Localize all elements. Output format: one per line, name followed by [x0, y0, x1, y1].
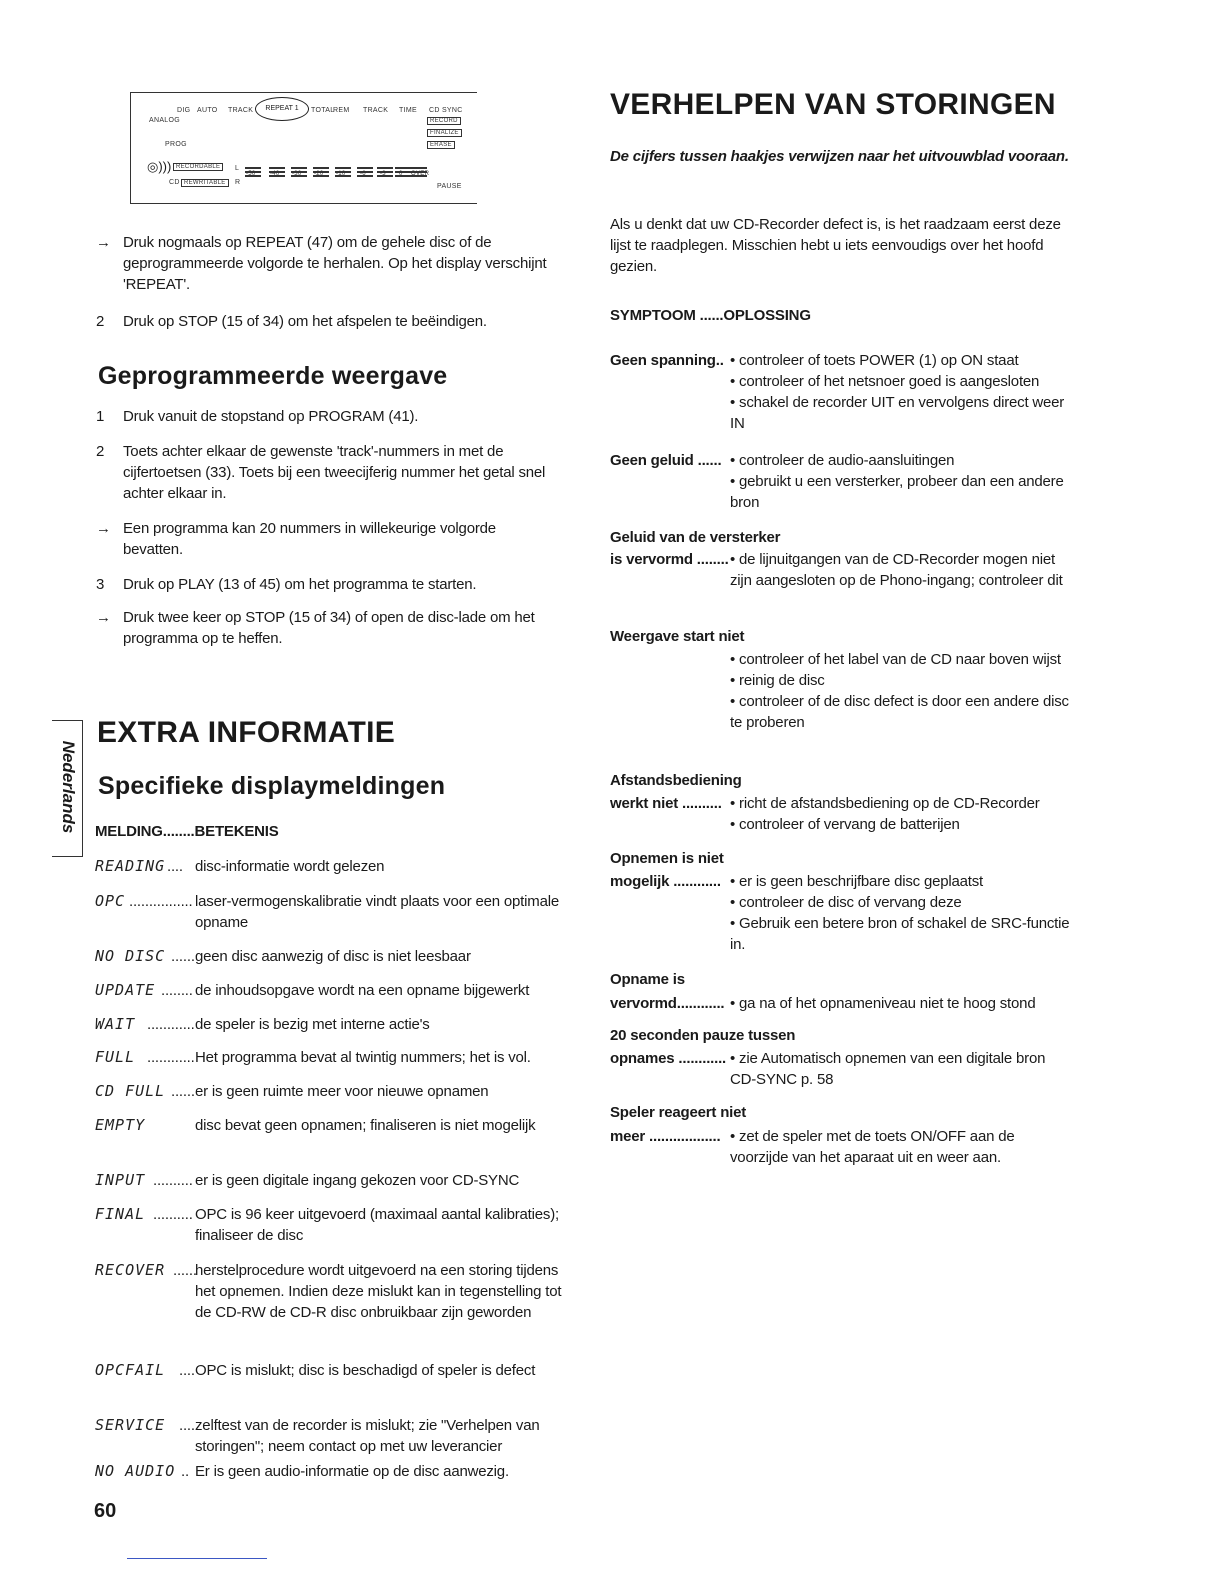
- solution-item: • controleer of het label van de CD naar boven wijst: [730, 651, 1061, 668]
- leader-dots: ..: [181, 1463, 189, 1480]
- section-heading-programmed-playback: Geprogrammeerde weergave: [98, 362, 448, 390]
- message-meaning: er is geen ruimte meer voor nieuwe opnamen: [195, 1083, 489, 1100]
- table-row: [95, 891, 565, 933]
- table-row: [95, 1014, 565, 1035]
- message-code: OPC: [95, 892, 126, 910]
- solution-item: • de lijnuitgangen van de CD-Recorder mogen niet zijn aangesloten op de Phono-ingang; controleer dit: [730, 551, 1063, 589]
- solution-item: • controleer of de disc defect is door een andere disc te proberen: [730, 693, 1069, 731]
- symptom-label-cont: is vervormd ........: [610, 551, 729, 568]
- meter-scale-label: -10: [336, 171, 346, 177]
- table-row: [95, 1081, 565, 1102]
- step-number: 1: [96, 408, 105, 425]
- meter-scale-label: -50: [246, 171, 256, 177]
- table-row: [95, 980, 565, 1001]
- display-label-cdsync: CD SYNC: [429, 107, 463, 114]
- solution-list: [730, 450, 1070, 513]
- solution-item: • reinig de disc: [730, 672, 825, 689]
- section-heading-troubleshooting: VERHELPEN VAN STORINGEN: [610, 88, 1056, 121]
- display-label-analog: ANALOG: [149, 117, 180, 124]
- symptom-label: Speler reageert niet: [610, 1104, 747, 1121]
- step-text: Druk nogmaals op REPEAT (47) om de gehele disc of de geprogrammeerde volgorde te herhalen. Op het display verschijnt 'REPEAT'.: [123, 234, 547, 293]
- table-row: [95, 946, 565, 967]
- solution-list: [730, 549, 1070, 591]
- display-box-record: RECORD: [427, 117, 461, 125]
- leader-dots: ....: [179, 1417, 195, 1434]
- repeat-indicator-oval: REPEAT 1: [255, 97, 309, 121]
- message-code: SERVICE: [95, 1416, 166, 1434]
- side-tab-label: Nederlands: [59, 740, 78, 834]
- step-text: Druk vanuit de stopstand op PROGRAM (41).: [123, 408, 419, 425]
- solution-list: [730, 350, 1070, 434]
- message-meaning: de speler is bezig met interne actie's: [195, 1016, 430, 1033]
- leader-dots: ....: [179, 1362, 195, 1379]
- message-code: NO DISC: [95, 947, 166, 965]
- table-row: [95, 1115, 565, 1136]
- list-item: [96, 607, 556, 649]
- section-heading-extra-info: EXTRA INFORMATIE: [97, 716, 396, 749]
- meter-label-l: L: [235, 165, 240, 172]
- symptom-label: Opname is: [610, 971, 685, 988]
- solution-item: • controleer of het netsnoer goed is aangesloten: [730, 373, 1040, 390]
- display-label-time: TIME: [399, 107, 417, 114]
- message-meaning: OPC is mislukt; disc is beschadigd of speler is defect: [195, 1362, 536, 1379]
- list-item: [96, 232, 556, 295]
- table-row: [95, 1047, 565, 1068]
- note-text: De cijfers tussen haakjes verwijzen naar het uitvouwblad vooraan.: [610, 148, 1069, 165]
- step-text: Een programma kan 20 nummers in willekeurige volgorde bevatten.: [123, 520, 496, 558]
- solution-list: [730, 1126, 1070, 1168]
- solution-item: • gebruikt u een versterker, probeer dan een andere bron: [730, 473, 1064, 511]
- message-code: EMPTY: [95, 1116, 146, 1134]
- meter-scale-label: -6: [360, 171, 366, 177]
- display-label-track-2: TRACK: [363, 107, 389, 114]
- display-label-auto: AUTO: [197, 107, 218, 114]
- symptom-label-cont: werkt niet ..........: [610, 795, 722, 812]
- meter-scale-label: -20: [314, 171, 324, 177]
- solution-item: • zet de speler met de toets ON/OFF aan de voorzijde van het aparaat uit en weer aan.: [730, 1128, 1015, 1166]
- table-row: [95, 1204, 565, 1246]
- meter-label-r: R: [235, 179, 241, 186]
- leader-dots: ....: [167, 858, 183, 875]
- message-meaning: de inhoudsopgave wordt na een opname bijgewerkt: [195, 982, 530, 999]
- symptom-label-cont: vervormd............: [610, 995, 725, 1012]
- message-code: INPUT: [95, 1171, 146, 1189]
- display-label-cd: CD: [169, 179, 180, 186]
- message-meaning: geen disc aanwezig of disc is niet leesbaar: [195, 948, 471, 965]
- disc-signal-icon: ◎))): [147, 159, 172, 174]
- message-meaning: er is geen digitale ingang gekozen voor CD-SYNC: [195, 1172, 520, 1189]
- step-text: Druk twee keer op STOP (15 of 34) of open de disc-lade om het programma op te heffen.: [123, 609, 535, 647]
- list-item: [96, 311, 556, 332]
- message-meaning: OPC is 96 keer uitgevoerd (maximaal aantal kalibraties); finaliseer de disc: [195, 1206, 559, 1244]
- section-heading-display-messages: Specifieke displaymeldingen: [98, 772, 446, 800]
- message-code: OPCFAIL: [95, 1361, 166, 1379]
- message-code: RECOVER: [95, 1261, 166, 1279]
- message-code: WAIT: [95, 1015, 136, 1033]
- meter-scale-label: OVER: [411, 171, 430, 177]
- message-meaning: Er is geen audio-informatie op de disc aanwezig.: [195, 1463, 509, 1480]
- display-label-dig: DIG: [177, 107, 191, 114]
- solution-item: • zie Automatisch opnemen van een digitale bron CD-SYNC p. 58: [730, 1050, 1046, 1088]
- message-meaning: zelftest van de recorder is mislukt; zie "Verhelpen van storingen"; neem contact op met uw leverancier: [195, 1417, 540, 1455]
- step-number: 2: [96, 443, 105, 460]
- table-header: MELDING........BETEKENIS: [95, 823, 279, 840]
- message-code: CD FULL: [95, 1082, 166, 1100]
- message-code: UPDATE: [95, 981, 156, 999]
- meter-scale-label: -30: [292, 171, 302, 177]
- message-meaning: disc bevat geen opnamen; finaliseren is niet mogelijk: [195, 1117, 536, 1134]
- message-meaning: Het programma bevat al twintig nummers; het is vol.: [195, 1049, 531, 1066]
- symptom-label: Geen geluid ......: [610, 452, 722, 469]
- table-row: [95, 1461, 565, 1482]
- page-number: 60: [94, 1500, 117, 1522]
- leader-dots: ......: [173, 1262, 197, 1279]
- display-box-erase: ERASE: [427, 141, 455, 149]
- solution-list: [730, 993, 1070, 1014]
- leader-dots: ......: [171, 1083, 195, 1100]
- display-label-rem: REM: [333, 107, 350, 114]
- leader-dots: ......: [171, 948, 195, 965]
- symptom-label: Geluid van de versterker: [610, 529, 781, 546]
- display-label-track: TRACK: [228, 107, 254, 114]
- table-row: [95, 1360, 565, 1381]
- arrow-icon: →: [96, 234, 111, 251]
- table-row: [95, 1415, 565, 1457]
- message-meaning: disc-informatie wordt gelezen: [195, 858, 385, 875]
- step-text: Druk op STOP (15 of 34) om het afspelen te beëindigen.: [123, 313, 487, 330]
- solution-list: [730, 793, 1070, 835]
- display-box-rewritable: REWRITABLE: [181, 179, 229, 187]
- footer-rule: [127, 1558, 267, 1559]
- symptom-label-cont: opnames ............: [610, 1050, 727, 1067]
- arrow-icon: →: [96, 609, 111, 626]
- message-meaning: herstelprocedure wordt uitgevoerd na een storing tijdens het opnemen. Indien deze mislukt kan in tegenstelling tot de CD-RW de CD-R disc onbruikbaar zijn geworden: [195, 1262, 562, 1321]
- symptom-label: 20 seconden pauze tussen: [610, 1027, 796, 1044]
- display-box-finalize: FINALIZE: [427, 129, 462, 137]
- display-label-total: TOTAL: [311, 107, 335, 114]
- symptom-label: Weergave start niet: [610, 628, 745, 645]
- leader-dots: ............: [147, 1016, 195, 1033]
- leader-dots: ..........: [153, 1206, 193, 1223]
- solution-item: • schakel de recorder UIT en vervolgens direct weer IN: [730, 394, 1065, 432]
- symptom-label: Geen spanning..: [610, 352, 724, 369]
- step-number: 3: [96, 576, 105, 593]
- symptom-label: Opnemen is niet: [610, 850, 724, 867]
- symptom-label-cont: meer ..................: [610, 1128, 721, 1145]
- arrow-icon: →: [96, 520, 111, 537]
- list-item: [96, 518, 556, 560]
- message-code: FULL: [95, 1048, 136, 1066]
- language-side-tab: [52, 720, 83, 857]
- solution-list: [730, 649, 1070, 733]
- table-row: [95, 856, 565, 877]
- message-code: READING: [95, 857, 166, 875]
- display-label-prog: PROG: [165, 141, 187, 148]
- table-header: SYMPTOOM ......OPLOSSING: [610, 307, 811, 324]
- list-item: [96, 574, 556, 595]
- solution-item: • controleer of toets POWER (1) op ON staat: [730, 352, 1019, 369]
- message-code: NO AUDIO: [95, 1462, 176, 1480]
- leader-dots: ............: [147, 1049, 195, 1066]
- meter-scale-label: 0: [399, 171, 403, 177]
- message-meaning: laser-vermogenskalibratie vindt plaats voor een optimale opname: [195, 893, 559, 931]
- step-text: Druk op PLAY (13 of 45) om het programma te starten.: [123, 576, 477, 593]
- solution-item: • controleer de audio-aansluitingen: [730, 452, 955, 469]
- table-row: [95, 1170, 565, 1191]
- display-label-pause: PAUSE: [437, 183, 462, 190]
- list-item: [96, 441, 556, 504]
- symptom-label-cont: mogelijk ............: [610, 873, 721, 890]
- symptom-label: Afstandsbediening: [610, 772, 742, 789]
- message-code: FINAL: [95, 1205, 146, 1223]
- solution-item: • controleer of vervang de batterijen: [730, 816, 960, 833]
- solution-item: • ga na of het opnameniveau niet te hoog stond: [730, 995, 1036, 1012]
- intro-text: Als u denkt dat uw CD-Recorder defect is, is het raadzaam eerst deze lijst te raadplegen. Misschien hebt u iets eenvoudigs over het hoofd gezien.: [610, 216, 1061, 275]
- step-number: 2: [96, 313, 105, 330]
- meter-scale-label: -3: [380, 171, 386, 177]
- level-meter-segment: [395, 165, 411, 185]
- solution-item: • richt de afstandsbediening op de CD-Recorder: [730, 795, 1040, 812]
- leader-dots: ........: [161, 982, 193, 999]
- solution-item: • Gebruik een betere bron of schakel de SRC-functie in.: [730, 915, 1070, 953]
- solution-item: • controleer de disc of vervang deze: [730, 894, 962, 911]
- solution-item: • er is geen beschrijfbare disc geplaatst: [730, 873, 984, 890]
- step-text: Toets achter elkaar de gewenste 'track'-nummers in met de cijfertoetsen (33). Toets bij een tweecijferig nummer het getal snel achter elkaar in.: [123, 443, 546, 502]
- leader-dots: ..........: [153, 1172, 193, 1189]
- list-item: [96, 406, 556, 427]
- leader-dots: ................: [129, 893, 193, 910]
- display-box-recordable: RECORDABLE: [173, 163, 223, 171]
- solution-list: [730, 1048, 1070, 1090]
- solution-list: [730, 871, 1070, 955]
- table-row: [95, 1260, 565, 1323]
- display-panel-illustration: [130, 92, 477, 204]
- meter-scale-label: -40: [270, 171, 280, 177]
